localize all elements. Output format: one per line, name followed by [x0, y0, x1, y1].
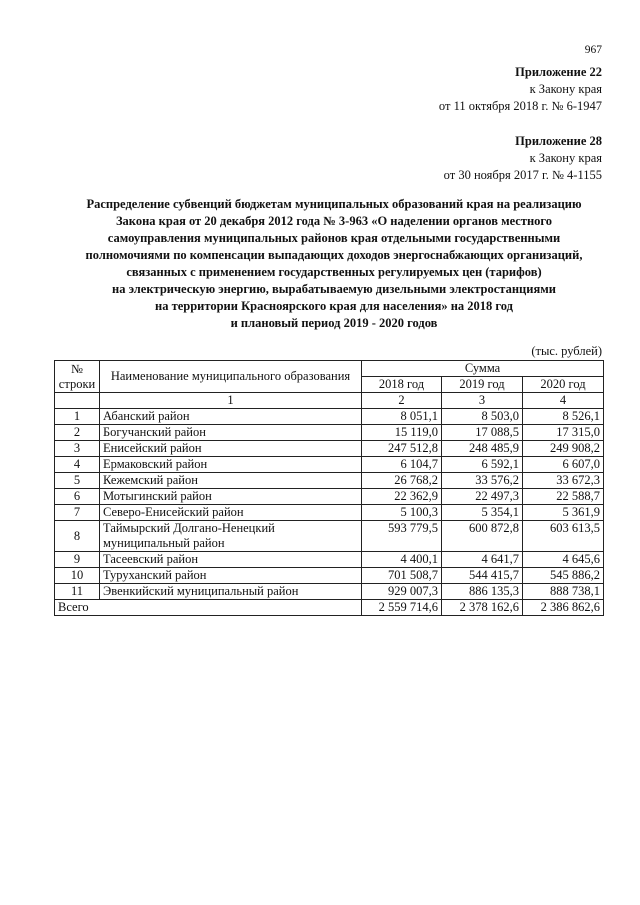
- row-number: 1: [55, 409, 100, 425]
- header-year-2018: 2018 год: [362, 377, 442, 393]
- row-value-2020: 888 738,1: [523, 584, 604, 600]
- column-number: 4: [523, 393, 604, 409]
- row-number: 9: [55, 552, 100, 568]
- title-line: самоуправления муниципальных районов края отдельными государственными: [107, 231, 561, 245]
- row-value-2019: 4 641,7: [442, 552, 523, 568]
- row-value-2018: 5 100,3: [362, 505, 442, 521]
- row-name: Кежемский район: [100, 473, 362, 489]
- title-line: на территории Красноярского края для населения» на 2018 год: [155, 299, 513, 313]
- row-value-2019: 600 872,8: [442, 521, 523, 552]
- row-value-2018: 8 051,1: [362, 409, 442, 425]
- row-value-2018: 929 007,3: [362, 584, 442, 600]
- row-number: 11: [55, 584, 100, 600]
- row-value-2018: 593 779,5: [362, 521, 442, 552]
- appendix-original-title: Приложение 28: [515, 134, 602, 148]
- row-value-2020: 545 886,2: [523, 568, 604, 584]
- table-row: [55, 521, 604, 552]
- row-value-2019: 5 354,1: [442, 505, 523, 521]
- column-number: 3: [442, 393, 523, 409]
- header-year-2019: 2019 год: [442, 377, 523, 393]
- row-number: 4: [55, 457, 100, 473]
- total-2019: 2 378 162,6: [442, 600, 523, 616]
- row-value-2019: 544 415,7: [442, 568, 523, 584]
- row-value-2019: 6 592,1: [442, 457, 523, 473]
- row-value-2020: 33 672,3: [523, 473, 604, 489]
- document-title: [60, 196, 608, 332]
- title-line: Закона края от 20 декабря 2012 года № 3-963 «О наделении органов местного: [115, 214, 553, 228]
- appendix-current-line2: от 11 октября 2018 г. № 6-1947: [438, 99, 602, 113]
- header-sum: Сумма: [362, 361, 604, 377]
- table-row: [55, 473, 604, 489]
- appendix-original-line2: от 30 ноября 2017 г. № 4-1155: [443, 168, 602, 182]
- page-number: 967: [584, 44, 602, 56]
- total-label: Всего: [55, 600, 362, 616]
- row-value-2020: 603 613,5: [523, 521, 604, 552]
- total-row: [55, 600, 604, 616]
- appendix-current-title: Приложение 22: [515, 65, 602, 79]
- title-line: и плановый период 2019 - 2020 годов: [230, 316, 438, 330]
- table-row: [55, 568, 604, 584]
- table-row: [55, 489, 604, 505]
- row-number: 10: [55, 568, 100, 584]
- row-value-2020: 4 645,6: [523, 552, 604, 568]
- row-name: Мотыгинский район: [100, 489, 362, 505]
- row-number: 7: [55, 505, 100, 521]
- table-row: [55, 409, 604, 425]
- row-value-2018: 26 768,2: [362, 473, 442, 489]
- row-value-2019: 17 088,5: [442, 425, 523, 441]
- row-value-2020: 22 588,7: [523, 489, 604, 505]
- row-name: Ермаковский район: [100, 457, 362, 473]
- title-line: Распределение субвенций бюджетам муниципальных образований края на реализацию: [86, 197, 582, 211]
- appendix-original: [444, 133, 602, 184]
- header-row-number: № строки: [55, 361, 100, 393]
- subsidy-table: [54, 360, 604, 616]
- total-2018: 2 559 714,6: [362, 600, 442, 616]
- table-row: [55, 457, 604, 473]
- row-value-2018: 701 508,7: [362, 568, 442, 584]
- row-number: 8: [55, 521, 100, 552]
- header-name: Наименование муниципального образования: [100, 361, 362, 393]
- row-value-2020: 17 315,0: [523, 425, 604, 441]
- appendix-original-line1: к Закону края: [529, 151, 602, 165]
- row-value-2019: 22 497,3: [442, 489, 523, 505]
- table-row: [55, 584, 604, 600]
- column-number: [55, 393, 100, 409]
- row-value-2019: 886 135,3: [442, 584, 523, 600]
- row-value-2018: 6 104,7: [362, 457, 442, 473]
- row-value-2019: 248 485,9: [442, 441, 523, 457]
- title-line: связанных с применением государственных регулируемых цен (тарифов): [126, 265, 542, 279]
- total-2020: 2 386 862,6: [523, 600, 604, 616]
- row-name: Богучанский район: [100, 425, 362, 441]
- table-row: [55, 505, 604, 521]
- row-number: 2: [55, 425, 100, 441]
- table-row: [55, 552, 604, 568]
- row-value-2020: 6 607,0: [523, 457, 604, 473]
- column-number: 2: [362, 393, 442, 409]
- row-name: Таймырский Долгано-Ненецкий муниципальный район: [100, 521, 362, 552]
- row-name: Эвенкийский муниципальный район: [100, 584, 362, 600]
- row-name: Северо-Енисейский район: [100, 505, 362, 521]
- row-value-2018: 22 362,9: [362, 489, 442, 505]
- title-line: полномочиями по компенсации выпадающих доходов энергоснабжающих организаций,: [85, 248, 583, 262]
- column-number: 1: [100, 393, 362, 409]
- row-name: Абанский район: [100, 409, 362, 425]
- row-number: 5: [55, 473, 100, 489]
- row-name: Туруханский район: [100, 568, 362, 584]
- row-value-2020: 8 526,1: [523, 409, 604, 425]
- title-line: на электрическую энергию, вырабатываемую дизельными электростанциями: [112, 282, 556, 296]
- header-year-2020: 2020 год: [523, 377, 604, 393]
- row-name: Енисейский район: [100, 441, 362, 457]
- row-number: 3: [55, 441, 100, 457]
- row-value-2019: 33 576,2: [442, 473, 523, 489]
- row-value-2020: 249 908,2: [523, 441, 604, 457]
- row-value-2019: 8 503,0: [442, 409, 523, 425]
- row-value-2018: 15 119,0: [362, 425, 442, 441]
- appendix-current-line1: к Закону края: [529, 82, 602, 96]
- table-row: [55, 441, 604, 457]
- row-name: Тасеевский район: [100, 552, 362, 568]
- appendix-current: [439, 64, 602, 115]
- row-number: 6: [55, 489, 100, 505]
- table-row: [55, 425, 604, 441]
- row-value-2018: 247 512,8: [362, 441, 442, 457]
- row-value-2020: 5 361,9: [523, 505, 604, 521]
- units-label: (тыс. рублей): [531, 344, 602, 358]
- row-value-2018: 4 400,1: [362, 552, 442, 568]
